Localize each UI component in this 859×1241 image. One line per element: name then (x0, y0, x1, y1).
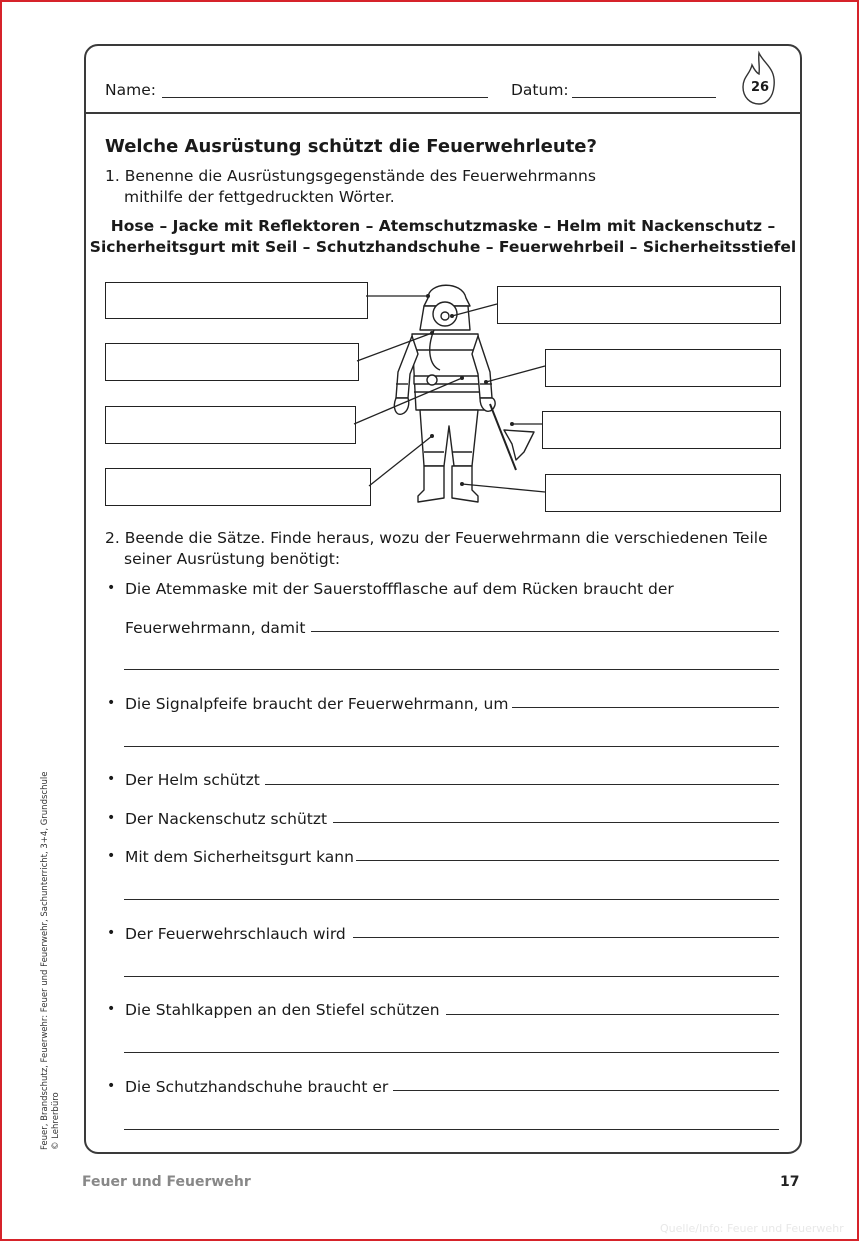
answer-line-feuerwehrschlauch-2[interactable] (124, 976, 779, 977)
answer-line-stahlkappen-1[interactable] (446, 1014, 779, 1015)
bullet: • (107, 695, 116, 711)
answer-line-atemmaske-1[interactable] (311, 631, 779, 632)
sentence-nackenschutz: Der Nackenschutz schützt (125, 810, 328, 828)
sentence-helm: Der Helm schützt (125, 771, 260, 789)
sentence-signalpfeife: Die Signalpfeife braucht der Feuerwehrmann, um (125, 695, 509, 713)
answer-line-signalpfeife-2[interactable] (124, 746, 779, 747)
sentence-feuerwehrschlauch: Der Feuerwehrschlauch wird (125, 925, 346, 943)
word-bank-line1: Hose – Jacke mit Reflektoren – Atemschutzmaske – Helm mit Nackenschutz – (110, 217, 776, 235)
bullet: • (107, 1001, 116, 1017)
bullet: • (107, 810, 116, 826)
bullet: • (107, 1078, 116, 1094)
footer-title: Feuer und Feuerwehr (82, 1174, 251, 1190)
page-number: 17 (780, 1174, 800, 1190)
answer-line-helm[interactable] (265, 784, 779, 785)
sentence-schutzhandschuhe: Die Schutzhandschuhe braucht er (125, 1078, 389, 1096)
answer-line-schutzhandschuhe-1[interactable] (393, 1090, 779, 1091)
answer-line-signalpfeife-1[interactable] (512, 707, 779, 708)
bullet: • (107, 580, 116, 596)
sentence-atemmaske-cont: Feuerwehrmann, damit (125, 619, 306, 637)
task1-text-line2: mithilfe der fettgedruckten Wörter. (124, 188, 395, 206)
watermark: Quelle/Info: Feuer und Feuerwehr (660, 1222, 844, 1235)
sentence-stahlkappen: Die Stahlkappen an den Stiefel schützen (125, 1001, 440, 1019)
page-badge-number: 26 (750, 80, 770, 95)
answer-line-sicherheitsgurt-1[interactable] (356, 860, 779, 861)
bullet: • (107, 848, 116, 864)
answer-line-schutzhandschuhe-2[interactable] (124, 1129, 779, 1130)
answer-line-atemmaske-2[interactable] (124, 669, 779, 670)
firefighter-illustration (0, 0, 859, 560)
bullet: • (107, 925, 116, 941)
page-title: Welche Ausrüstung schützt die Feuerwehrleute? (105, 136, 597, 157)
task2-text-line2: seiner Ausrüstung benötigt: (124, 550, 341, 568)
answer-line-feuerwehrschlauch-1[interactable] (353, 937, 779, 938)
bullet: • (107, 771, 116, 787)
sentence-atemmaske: Die Atemmaske mit der Sauerstoffflasche auf dem Rücken braucht der (125, 580, 674, 598)
word-bank-line2: Sicherheitsgurt mit Seil – Schutzhandschuhe – Feuerwehrbeil – Sicherheitsstiefel (89, 238, 797, 256)
name-label: Name: (105, 81, 156, 99)
copyright-line2: © Lehrerbüro (51, 1092, 61, 1150)
task2-text-line1: 2. Beende die Sätze. Finde heraus, wozu der Feuerwehrmann die verschiedenen Teile (105, 529, 768, 547)
copyright-line1: Feuer, Brandschutz, Feuerwehr: Feuer und Feuerwehr, Sachunterricht, 3+4, Grundschule (40, 771, 50, 1150)
task1-text-line1: 1. Benenne die Ausrüstungsgegenstände des Feuerwehrmanns (105, 167, 596, 185)
copyright-sidebar (40, 772, 62, 1150)
answer-line-stahlkappen-2[interactable] (124, 1052, 779, 1053)
answer-line-sicherheitsgurt-2[interactable] (124, 899, 779, 900)
answer-line-nackenschutz[interactable] (333, 822, 779, 823)
sentence-sicherheitsgurt: Mit dem Sicherheitsgurt kann (125, 848, 354, 866)
date-label: Datum: (511, 81, 569, 99)
